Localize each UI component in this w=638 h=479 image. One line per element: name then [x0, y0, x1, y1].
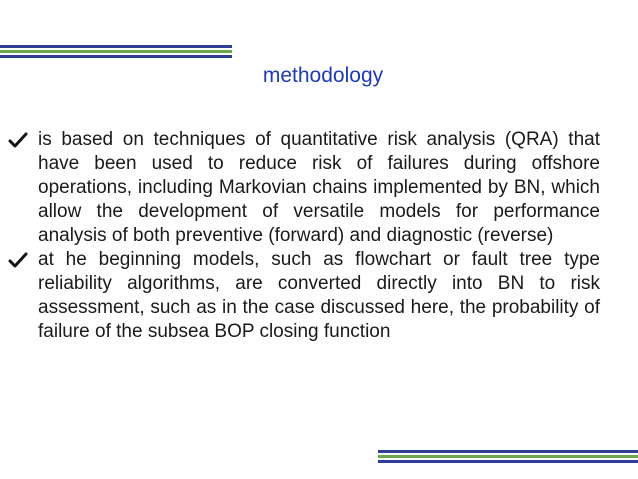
- bullet-text: is based on techniques of quantitative risk analysis (QRA) that have been used to reduce risk of failures during offshore operations, including Markovian chains implemented by BN, which allow the development of versatile models for performance analysis of both preventive (forward) and diagnostic (reverse): [38, 129, 600, 246]
- bullet-list: [8, 128, 600, 344]
- bullet-text: at he beginning models, such as flowchart or fault tree type reliability algorithms, are converted directly into BN to risk assessment, such as in the case discussed here, the probability of failure of the subsea BOP closing function: [38, 249, 600, 342]
- check-icon: [8, 130, 28, 150]
- check-icon: [8, 250, 28, 270]
- top-left-rule: [0, 45, 232, 62]
- bottom-right-rule: [378, 450, 638, 467]
- bullet-item: [8, 248, 600, 344]
- bullet-item: [8, 128, 600, 248]
- slide-title: methodology: [262, 64, 384, 87]
